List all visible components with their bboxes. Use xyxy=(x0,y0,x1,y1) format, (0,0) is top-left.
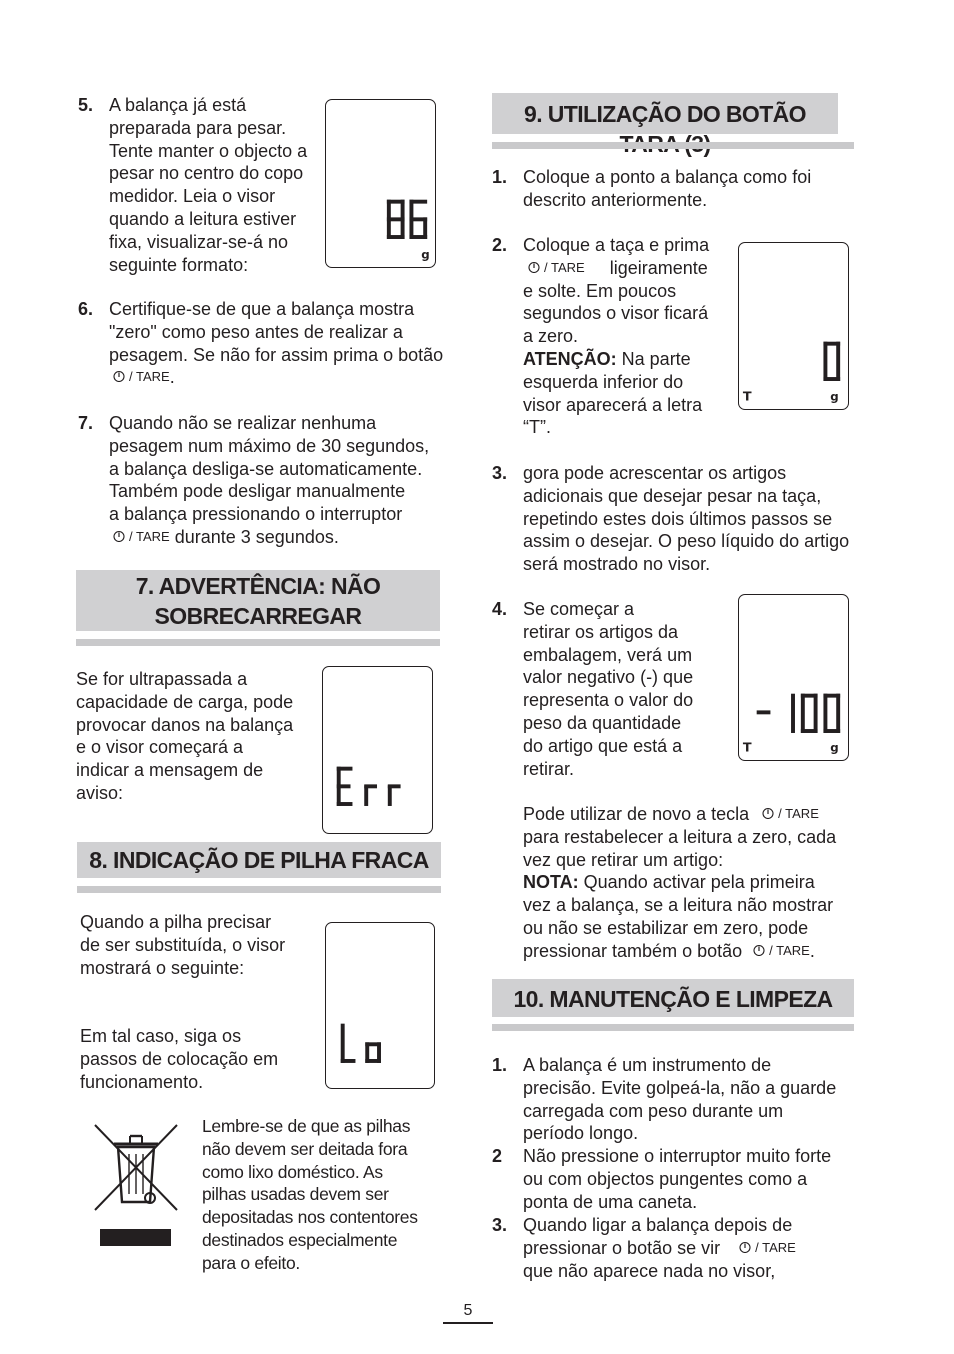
text-line: peso da quantidade xyxy=(523,712,682,733)
lcd-zero-glyphs xyxy=(739,243,848,409)
text-line: ou com objectos pungentes como a xyxy=(523,1168,808,1189)
text-line: Certifique-se de que a balança mostra xyxy=(109,299,415,319)
text-line: destinados especialmente xyxy=(202,1229,398,1250)
lcd-minus-100-glyphs xyxy=(739,595,848,760)
text-line: que não aparece nada no visor, xyxy=(523,1260,776,1281)
text-line: esquerda inferior do xyxy=(523,371,684,392)
text-line: aviso: xyxy=(76,782,124,803)
section-8-heading: 8. INDICAÇÃO DE PILHA FRACA xyxy=(77,842,441,878)
tara-item-2-number: 2. xyxy=(492,235,508,255)
text-line: ou não se estabilizar em zero, pode xyxy=(523,917,809,938)
note-text: Quando activar pela primeira xyxy=(578,872,815,893)
maint-item-3-text xyxy=(523,1214,863,1282)
section-8-rule xyxy=(77,886,441,893)
item-6-number: 6. xyxy=(78,299,94,319)
recycle-text xyxy=(202,1115,442,1275)
text-line: vez a balança, se a leitura não mostrar xyxy=(523,895,834,916)
tara-item-1-text xyxy=(523,166,853,212)
text-end: . xyxy=(809,940,815,961)
text-line: Coloque a taça e prima xyxy=(523,235,710,255)
text-line: pesar no centro do copo xyxy=(109,163,304,184)
text-line: A balança é um instrumento de xyxy=(523,1055,772,1075)
power-icon xyxy=(528,261,540,273)
text-line: capacidade de carga, pode xyxy=(76,691,294,712)
tare-label: / TARE xyxy=(129,528,170,544)
text-line: mostrará o seguinte: xyxy=(80,957,245,978)
text-line: vez que retirar um artigo: xyxy=(523,849,724,870)
lcd-display-lo xyxy=(325,922,435,1089)
text-line: Lembre-se de que as pilhas xyxy=(202,1116,411,1136)
section-10-heading: 10. MANUTENÇÃO E LIMPEZA xyxy=(492,979,854,1017)
tara-item-4-text xyxy=(523,598,728,780)
note-label: NOTA: xyxy=(523,872,579,893)
text-line: Coloque a ponto a balança como foi xyxy=(523,167,812,187)
text-line: “T”. xyxy=(523,417,551,438)
heading-line: 7. ADVERTÊNCIA: NÃO xyxy=(135,573,381,599)
tara-item-3-number: 3. xyxy=(492,463,508,483)
tare-label: / TARE xyxy=(769,942,810,958)
text-line: a zero. xyxy=(523,326,579,347)
text-line: período longo. xyxy=(523,1123,639,1144)
text-line: carregada com peso durante um xyxy=(523,1100,784,1121)
text-line: quando a leitura estiver xyxy=(109,208,297,229)
text-line: Quando não se realizar nenhuma xyxy=(109,413,377,433)
tare-button-symbol xyxy=(739,1241,796,1255)
text-line: A balança já está xyxy=(109,95,247,115)
text-line: precisão. Evite golpeá-la, não a guarde xyxy=(523,1077,837,1098)
power-icon xyxy=(113,370,125,382)
text-line: medidor. Leia o visor xyxy=(109,186,276,207)
item-6-text xyxy=(109,298,449,389)
text-line-with-tare xyxy=(523,940,863,963)
tara-item-2-text xyxy=(523,234,728,439)
maint-item-2-text xyxy=(523,1145,863,1213)
text-line: Quando a pilha precisar xyxy=(80,912,272,932)
text-line: Não pressione o interruptor muito forte xyxy=(523,1146,832,1166)
text-line: Também pode desligar manualmente xyxy=(109,481,406,502)
section-9-heading: 9. UTILIZAÇÃO DO BOTÃO xyxy=(492,93,838,134)
lcd-tare-indicator: T xyxy=(742,740,752,756)
power-icon xyxy=(113,530,125,542)
lcd-display-zero xyxy=(738,242,849,410)
text-line: descrito anteriormente. xyxy=(523,189,708,210)
text-line: de ser substituída, o visor xyxy=(80,934,286,955)
text-line: Quando ligar a balança depois de xyxy=(523,1215,793,1235)
text-line: provocar danos na balança xyxy=(76,714,294,735)
text-tail: durante 3 segundos. xyxy=(174,526,339,547)
text-line: retirar os artigos da xyxy=(523,621,679,642)
text-line: representa o valor do xyxy=(523,690,694,711)
maint-item-3-number: 3. xyxy=(492,1215,508,1235)
section-7-text xyxy=(76,668,321,805)
tara-item-4-number: 4. xyxy=(492,599,508,619)
text-line: repetindo estes dois últimos passos se xyxy=(523,508,833,529)
item-7-text xyxy=(109,412,449,549)
tare-inline xyxy=(109,366,449,389)
tare-button-symbol xyxy=(528,261,585,275)
item-5-text xyxy=(109,94,324,276)
text-line: pressionar o botão se vir xyxy=(523,1237,721,1258)
tare-inline xyxy=(109,526,449,549)
power-icon xyxy=(739,1241,751,1253)
text-line: depositadas nos contentores xyxy=(202,1207,418,1228)
maint-item-2-number: 2 xyxy=(492,1146,503,1166)
tara-item-3-text xyxy=(523,462,863,576)
text-line: Se começar a xyxy=(523,599,635,619)
text-line: adicionais que desejar pesar na taça, xyxy=(523,485,822,506)
lcd-lo-glyphs xyxy=(326,923,434,1088)
lcd-display-minus-100 xyxy=(738,594,849,761)
maint-item-1-text xyxy=(523,1054,863,1145)
section-8-text-2 xyxy=(80,1025,320,1093)
tara-item-1-number: 1. xyxy=(492,167,508,187)
text-line-with-tare xyxy=(523,1237,863,1260)
lcd-display-86 xyxy=(325,99,436,268)
text-line: a balança desliga-se automaticamente. xyxy=(109,458,423,479)
section-9-rule xyxy=(492,142,854,149)
page-number: 5 xyxy=(463,1302,473,1319)
tare-button-symbol xyxy=(762,807,819,821)
text-line: ponta de uma caneta. xyxy=(523,1191,698,1212)
section-8-text-1 xyxy=(80,911,320,979)
tare-note-text xyxy=(523,803,863,963)
item-7-number: 7. xyxy=(78,413,94,433)
text-line: retirar. xyxy=(523,758,575,779)
lcd-unit: g xyxy=(421,247,430,262)
section-9-heading-wrap xyxy=(492,93,854,134)
tare-label: / TARE xyxy=(755,1239,796,1255)
section-10-rule xyxy=(492,1024,854,1031)
lcd-unit: g xyxy=(830,740,839,755)
text-line: e o visor começará a xyxy=(76,737,244,758)
text-line: gora pode acrescentar os artigos xyxy=(523,463,787,483)
lcd-tare-indicator: T xyxy=(742,389,752,405)
text-line: fixa, visualizar-se-á no xyxy=(109,231,289,252)
attention-label: ATENÇÃO: xyxy=(523,348,617,369)
tare-button-symbol xyxy=(113,530,170,544)
attention-text: Na parte xyxy=(616,348,691,369)
maint-item-1-number: 1. xyxy=(492,1055,508,1075)
text-line: a balança pressionando o interruptor xyxy=(109,504,403,525)
tare-button-symbol xyxy=(113,370,170,384)
text-line: funcionamento. xyxy=(80,1071,204,1092)
text-line: indicar a mensagem de xyxy=(76,760,264,781)
item-5-number: 5. xyxy=(78,95,94,115)
text-line: valor negativo (-) que xyxy=(523,667,694,688)
text-line: Pode utilizar de novo a tecla xyxy=(523,804,750,824)
note-line xyxy=(523,871,863,894)
text-end: . xyxy=(169,367,175,388)
text-line: Tente manter o objecto a xyxy=(109,140,308,161)
tare-inline xyxy=(523,257,728,280)
crossed-bin-icon xyxy=(92,1122,180,1250)
attention-line xyxy=(523,348,728,371)
text-line: para restabelecer a leitura a zero, cada xyxy=(523,826,837,847)
text-line: visor aparecerá a letra xyxy=(523,394,703,415)
text-line: "zero" como peso antes de realizar a xyxy=(109,321,403,342)
section-7-rule xyxy=(76,639,440,646)
text-line: seguinte formato: xyxy=(109,254,249,275)
tare-button-symbol xyxy=(753,944,810,958)
section-7-heading xyxy=(76,570,440,631)
text-line: Se for ultrapassada a xyxy=(76,669,248,689)
text-line-with-tare xyxy=(523,803,863,826)
text-line: será mostrado no visor. xyxy=(523,554,711,575)
text-line: não devem ser deitada fora xyxy=(202,1138,408,1159)
text-line: assim o desejar. O peso líquido do artigo xyxy=(523,531,850,552)
text-line: e solte. Em poucos xyxy=(523,280,677,301)
text-line: pesagem num máximo de 30 segundos, xyxy=(109,435,430,456)
heading-line: SOBRECARREGAR xyxy=(154,603,362,629)
lcd-86-digits xyxy=(326,100,435,267)
lcd-err-glyphs xyxy=(323,667,432,833)
text-line: pesagem. Se não for assim prima o botão xyxy=(109,344,444,365)
tare-label: / TARE xyxy=(544,259,585,275)
text-line: como lixo doméstico. As xyxy=(202,1161,383,1182)
text-line: pressionar também o botão xyxy=(523,940,743,961)
text-tail: ligeiramente xyxy=(609,257,708,278)
page-number-rule xyxy=(443,1322,493,1324)
lcd-display-err xyxy=(322,666,433,834)
text-line: passos de colocação em xyxy=(80,1048,279,1069)
tare-label: / TARE xyxy=(778,806,819,821)
text-line: pilhas usadas devem ser xyxy=(202,1184,389,1205)
text-line: para o efeito. xyxy=(202,1252,300,1273)
text-line: segundos o visor ficará xyxy=(523,303,709,324)
text-line: preparada para pesar. xyxy=(109,117,287,138)
power-icon xyxy=(753,944,765,956)
lcd-unit: g xyxy=(830,389,839,404)
text-line: do artigo que está a xyxy=(523,735,683,756)
tare-label: / TARE xyxy=(129,369,170,385)
text-line: Em tal caso, siga os xyxy=(80,1026,242,1046)
power-icon xyxy=(762,807,774,819)
text-line: embalagem, verá um xyxy=(523,644,693,665)
